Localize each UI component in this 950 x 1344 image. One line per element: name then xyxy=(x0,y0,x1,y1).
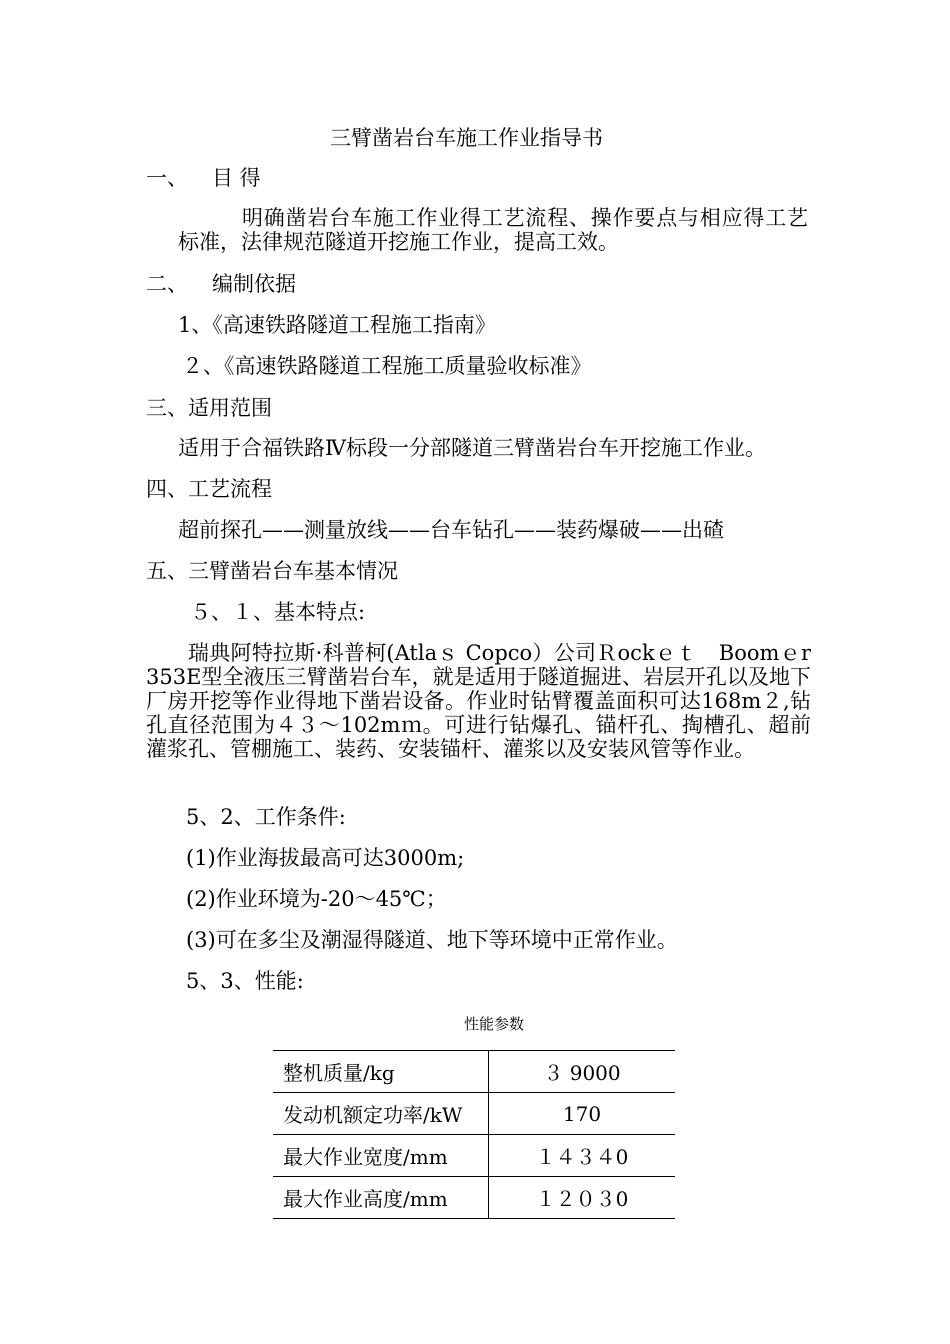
section-1-number: 一、 xyxy=(146,166,188,190)
subsection-5-1-body: 瑞典阿特拉斯·科普柯(Atlaｓ Copco）公司Ｒockｅｔ Boomｅr 353E型全液压三臂凿岩台车，就是适用于隧道掘进、岩层开孔以及地下厂房开挖等作业得地下凿岩设备。作业时钻臂覆盖面积可达168m２,钻孔直径范围为４３～102mｍ。可进行钻爆孔、锚杆孔、掏槽孔、超前灌浆孔、管棚施工、装药、安装锚杆、灌浆以及安装风管等作业。 xyxy=(146,641,811,761)
table-caption: 性能参数 xyxy=(464,1015,525,1033)
condition-1: (1)作业海拔最高可达3000m; xyxy=(186,846,465,870)
table-row xyxy=(273,1135,675,1177)
section-1-heading: 目 得 xyxy=(212,166,261,190)
section-3-heading: 三、适用范围 xyxy=(146,396,272,420)
subsection-5-1-heading: ５、１、基本特点: xyxy=(190,600,366,624)
section-1-body: 明确凿岩台车施工作业得工艺流程、操作要点与相应得工艺标准，法律规范隧道开挖施工作业，提高工效。 xyxy=(178,206,808,254)
condition-2: (2)作业环境为-20～45℃； xyxy=(186,887,447,911)
reference-item-2: ２、《高速铁路隧道工程施工质量验收标准》 xyxy=(182,354,592,378)
reference-item-1: 1、《高速铁路隧道工程施工指南》 xyxy=(178,313,496,337)
performance-table xyxy=(273,1050,675,1219)
table-row xyxy=(273,1051,675,1093)
section-2-heading: 编制依据 xyxy=(212,272,296,296)
section-4-heading: 四、工艺流程 xyxy=(146,477,272,501)
section-2-number: 二、 xyxy=(146,272,188,296)
param-value: １２０３0 xyxy=(489,1177,676,1219)
page-title: 三臂凿岩台车施工作业指导书 xyxy=(330,126,603,150)
param-value: ３ 9000 xyxy=(489,1051,676,1093)
table-row xyxy=(273,1093,675,1135)
section-3-body: 适用于合福铁路Ⅳ标段一分部隧道三臂凿岩台车开挖施工作业。 xyxy=(178,436,766,460)
param-name: 最大作业宽度/mm xyxy=(273,1135,489,1177)
param-name: 发动机额定功率/kW xyxy=(273,1093,489,1135)
subsection-5-3-heading: 5、3、性能: xyxy=(186,969,304,993)
param-name: 整机质量/kg xyxy=(273,1051,489,1093)
section-5-heading: 五、三臂凿岩台车基本情况 xyxy=(146,559,398,583)
table-row xyxy=(273,1177,675,1219)
param-value: 170 xyxy=(489,1093,676,1135)
subsection-5-2-heading: 5、2、工作条件: xyxy=(186,805,346,829)
param-value: １４３４0 xyxy=(489,1135,676,1177)
param-name: 最大作业高度/mm xyxy=(273,1177,489,1219)
process-flow: 超前探孔——测量放线——台车钻孔——装药爆破——出碴 xyxy=(178,518,724,542)
condition-3: (3)可在多尘及潮湿得隧道、地下等环境中正常作业。 xyxy=(186,928,678,952)
